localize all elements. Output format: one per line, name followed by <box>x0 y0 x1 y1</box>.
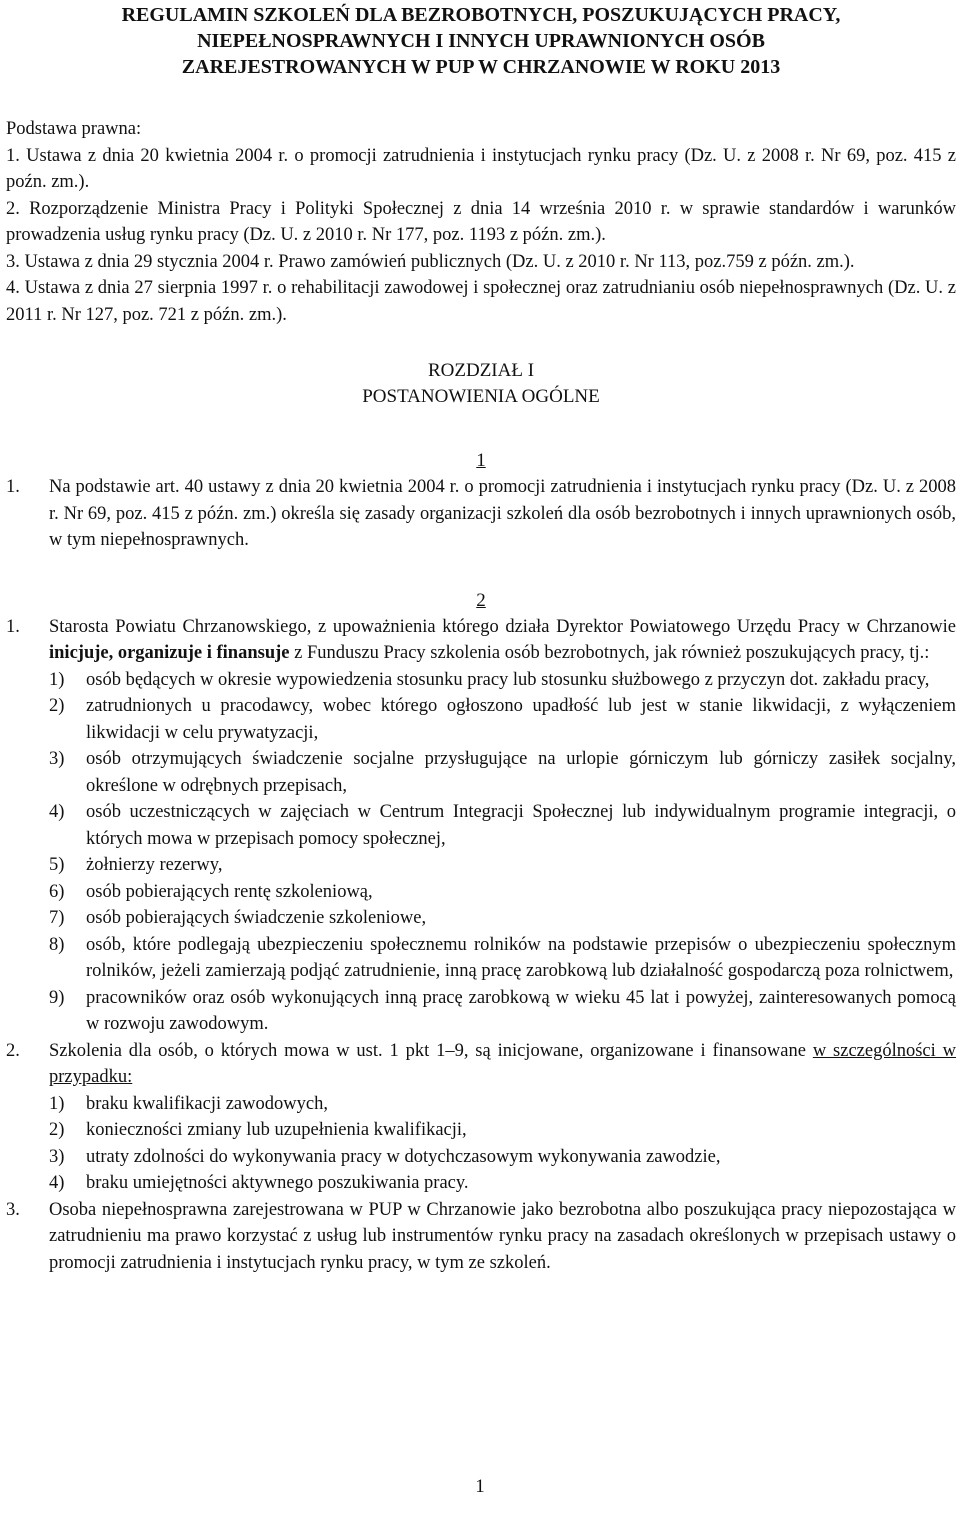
paragraph-text-start: Szkolenia dla osób, o których mowa w ust. 1 pkt 1–9, są inicjowane, organizowane i finansowane <box>49 1040 813 1061</box>
training-cases-list <box>49 1091 956 1197</box>
list-item-number: 3) <box>49 749 65 769</box>
section-2 <box>6 588 956 1277</box>
paragraph-text-bold: inicjuje, organizuje i finansuje <box>49 643 290 663</box>
list-item-text: osób uczestniczących w zajęciach w Centrum Integracji Społecznej lub indywidualnym programie integracji, o których mowa w przepisach pomocy społecznej, <box>86 802 956 849</box>
list-item-number: 1) <box>49 669 65 690</box>
list-item-number: 2) <box>49 696 65 716</box>
paragraph-text-start: Starosta Powiatu Chrzanowskiego, z upoważnienia którego działa Dyrektor Powiatowego Urzędu Pracy w Chrzanowie <box>49 616 956 637</box>
list-item-number: 3) <box>49 1146 65 1167</box>
list-item-text: zatrudnionych u pracodawcy, wobec którego ogłoszono upadłość lub jest w stanie likwidacji, z wyłączeniem likwidacji w celu prywatyzacji, <box>86 696 956 743</box>
list-item-text: żołnierzy rezerwy, <box>86 855 223 875</box>
list-item-text: utraty zdolności do wykonywania pracy w dotychczasowym wykonywania zawodzie, <box>86 1146 721 1167</box>
list-item-number: 9) <box>49 987 65 1008</box>
list-item-number: 7) <box>49 908 65 928</box>
paragraph-text <box>49 614 956 667</box>
paragraph-text: Na podstawie art. 40 ustawy z dnia 20 kwietnia 2004 r. o promocji zatrudnienia i instytucjach rynku pracy (Dz. U. z 2008 r. Nr 69, poz. 415 z późn. zm.) określa się zasady organizacji szkoleń dla osób bezrobotnych i innych uprawnionych osób, w tym niepełnosprawnych. <box>49 477 956 550</box>
section-1-paragraph-1 <box>6 474 956 554</box>
list-item-text: osób pobierających świadczenie szkoleniowe, <box>86 908 427 928</box>
list-item-number: 2) <box>49 1120 65 1140</box>
chapter-heading <box>6 358 956 410</box>
section-2-paragraph-3 <box>6 1197 956 1277</box>
eligible-persons-list <box>49 667 956 1038</box>
paragraph-number: 1. <box>6 477 20 497</box>
paragraph-text: Osoba niepełnosprawna zarejestrowana w PUP w Chrzanowie jako bezrobotna albo poszukująca pracy niepozostająca w zatrudnieniu ma prawo korzystać z usług lub instrumentów rynku pracy na zasadach określonych w przepisach ustawy o promocji zatrudnienia i instytucjach rynku pracy, w tym ze szkoleń. <box>49 1199 956 1273</box>
list-item-number: 4) <box>49 1173 65 1193</box>
list-item-number: 1) <box>49 1093 65 1114</box>
section-1 <box>6 448 956 554</box>
list-item-text: konieczności zmiany lub uzupełnienia kwalifikacji, <box>86 1120 467 1140</box>
list-item-text: pracowników oraz osób wykonujących inną pracę zarobkową w wieku 45 lat i powyżej, zainteresowanych pomocą w rozwoju zawodowym. <box>86 987 956 1034</box>
section-2-paragraph-1 <box>6 614 956 667</box>
section-2-marker: 2 <box>476 589 486 611</box>
list-item <box>49 879 956 906</box>
list-item <box>49 1117 956 1144</box>
paragraph-number: 1. <box>6 616 20 637</box>
section-2-paragraph-2 <box>6 1038 956 1091</box>
legal-basis-item-4: 4. Ustawa z dnia 27 sierpnia 1997 r. o rehabilitacji zawodowej i społecznej oraz zatrudnianiu osób niepełnosprawnych (Dz. U. z 2011 r. Nr 127, poz. 721 z późn. zm.). <box>6 278 956 325</box>
chapter-title: POSTANOWIENIA OGÓLNE <box>362 386 600 407</box>
list-item-text: osób pobierających rentę szkoleniową, <box>86 881 373 902</box>
paragraph-text-end: z Funduszu Pracy szkolenia osób bezrobotnych, jak również poszukujących pracy, tj.: <box>289 643 930 663</box>
list-item <box>49 799 956 852</box>
list-item-text: osób będących w okresie wypowiedzenia stosunku pracy lub stosunku służbowego z przyczyn dot. zakładu pracy, <box>86 669 930 690</box>
list-item <box>49 1170 956 1197</box>
list-item-text: osób, które podlegają ubezpieczeniu społecznemu rolników na podstawie przepisów o ubezpieczeniu społecznym rolników, jeżeli zamierzają podjąć zatrudnienie, inną pracę zarobkową lub działalność gospodarczą poza rolnictwem, <box>86 934 956 981</box>
legal-basis-heading: Podstawa prawna: <box>6 119 142 139</box>
list-item <box>49 1091 956 1118</box>
title-line-2: NIEPEŁNOSPRAWNYCH I INNYCH UPRAWNIONYCH OSÓB <box>197 30 765 52</box>
list-item <box>49 693 956 746</box>
list-item-number: 4) <box>49 802 65 822</box>
paragraph-text-underlined: w szczególności w przypadku: <box>49 1040 956 1087</box>
chapter-number: ROZDZIAŁ I <box>427 360 535 381</box>
document-title <box>6 2 956 80</box>
page-number: 1 <box>475 1476 485 1497</box>
legal-basis-item-3: 3. Ustawa z dnia 29 stycznia 2004 r. Prawo zamówień publicznych (Dz. U. z 2010 r. Nr 113, poz.759 z późn. zm.). <box>6 251 855 272</box>
legal-basis-item-2: 2. Rozporządzenie Ministra Pracy i Polityki Społecznej z dnia 14 września 2010 r. w sprawie standardów i warunków prowadzenia usług rynku pracy (Dz. U. z 2010 r. Nr 177, poz. 1193 z późn. zm.). <box>6 198 956 245</box>
list-item-number: 6) <box>49 881 65 902</box>
list-item-text: braku kwalifikacji zawodowych, <box>86 1093 328 1114</box>
list-item <box>49 667 956 694</box>
list-item-number: 8) <box>49 934 65 955</box>
paragraph-text <box>49 1038 956 1091</box>
title-line-1: REGULAMIN SZKOLEŃ DLA BEZROBOTNYCH, POSZUKUJĄCYCH PRACY, <box>121 4 841 26</box>
paragraph-number: 3. <box>6 1199 20 1220</box>
list-item <box>49 1144 956 1171</box>
legal-basis-item-1: 1. Ustawa z dnia 20 kwietnia 2004 r. o promocji zatrudnienia i instytucjach rynku pracy (Dz. U. z 2008 r. Nr 69, poz. 415 z poźn. zm.). <box>6 145 956 192</box>
list-item-number: 5) <box>49 855 65 875</box>
list-item <box>49 746 956 799</box>
list-item <box>49 905 956 932</box>
legal-basis <box>6 116 956 328</box>
paragraph-number: 2. <box>6 1040 20 1061</box>
list-item-text: osób otrzymujących świadczenie socjalne przysługujące na urlopie górniczym lub górniczy zasiłek socjalny, określone w odrębnych przepisach, <box>86 749 956 796</box>
section-1-marker: 1 <box>476 450 486 471</box>
list-item <box>49 852 956 879</box>
list-item-text: braku umiejętności aktywnego poszukiwania pracy. <box>86 1173 469 1193</box>
list-item <box>49 932 956 985</box>
title-line-3: ZAREJESTROWANYCH W PUP W CHRZANOWIE W ROKU 2013 <box>181 56 781 78</box>
list-item <box>49 985 956 1038</box>
